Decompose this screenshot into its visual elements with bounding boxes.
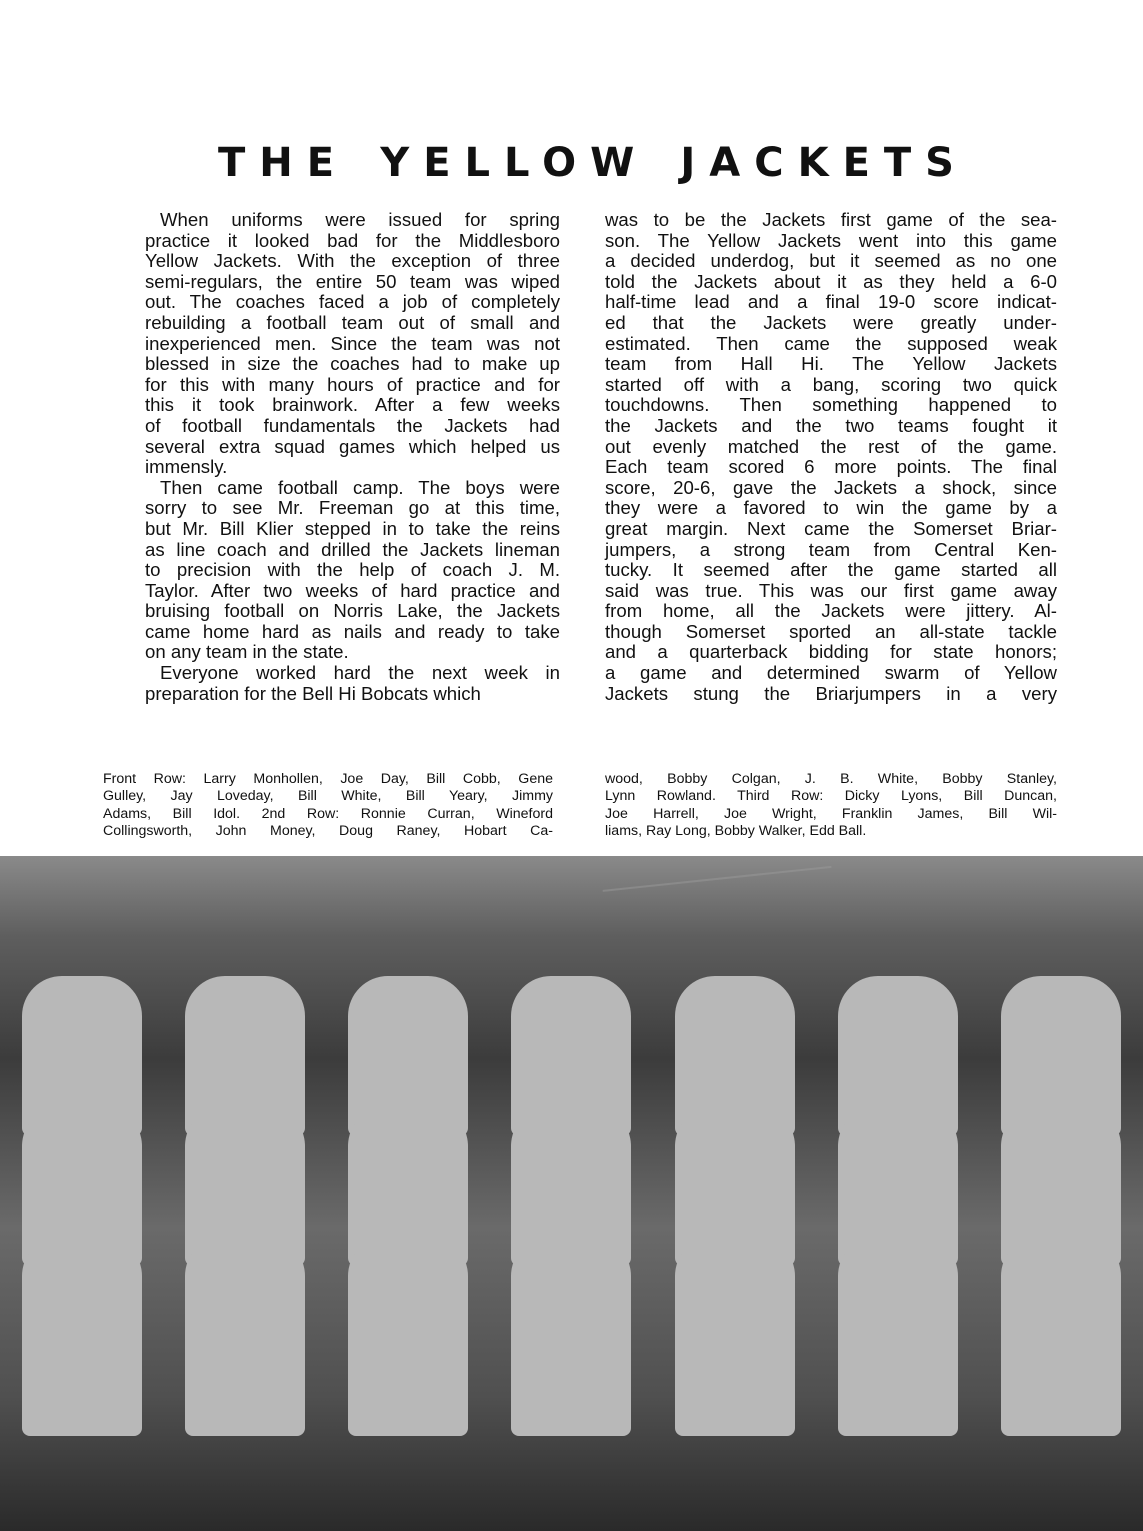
article-left-column bbox=[145, 210, 560, 704]
text-line: estimated. Then came the supposed weak bbox=[605, 332, 1057, 354]
text-line: the Jackets and the two teams fought it bbox=[605, 414, 1057, 436]
page-title bbox=[218, 140, 968, 186]
text-line: Each team scored 6 more points. The final bbox=[605, 456, 1057, 478]
text-line: immensly. bbox=[145, 456, 228, 478]
text-line: from home, all the Jackets were jittery. Al- bbox=[605, 600, 1057, 622]
text-line: great margin. Next came the Somerset Briar- bbox=[605, 517, 1057, 539]
text-line: Taylor. After two weeks of hard practice and bbox=[145, 579, 560, 601]
text-line: rebuilding a football team out of small and bbox=[145, 311, 560, 333]
text-line: out evenly matched the rest of the game. bbox=[605, 435, 1057, 457]
text-line: Joe Harrell, Joe Wright, Franklin James, Bill Wil- bbox=[605, 805, 1057, 822]
text-line: Jackets stung the Briarjumpers in a very bbox=[605, 682, 1057, 704]
photo-caption-right bbox=[605, 771, 1057, 841]
text-line: said was true. This was our first game away bbox=[605, 579, 1057, 601]
text-line: they were a favored to win the game by a bbox=[605, 497, 1057, 519]
text-line: sorry to see Mr. Freeman go at this time, bbox=[145, 497, 560, 519]
text-line: liams, Ray Long, Bobby Walker, Edd Ball. bbox=[605, 823, 867, 840]
text-line: wood, Bobby Colgan, J. B. White, Bobby Stanley, bbox=[605, 771, 1057, 787]
text-line: on any team in the state. bbox=[145, 641, 349, 663]
text-line: team from Hall Hi. The Yellow Jackets bbox=[605, 353, 1057, 375]
text-line: this it took brainwork. After a few weeks bbox=[145, 394, 560, 416]
text-line: and a quarterback bidding for state honors; bbox=[605, 641, 1057, 663]
text-line: son. The Yellow Jackets went into this game bbox=[605, 229, 1057, 251]
text-line: touchdowns. Then something happened to bbox=[605, 394, 1057, 416]
text-line: came home hard as nails and ready to take bbox=[145, 620, 560, 642]
text-line: tucky. It seemed after the game started all bbox=[605, 559, 1057, 581]
text-line: a game and determined swarm of Yellow bbox=[605, 662, 1057, 684]
text-line: to precision with the help of coach J. M. bbox=[145, 559, 560, 581]
text-line: for this with many hours of practice and for bbox=[145, 373, 560, 395]
text-line: bruising football on Norris Lake, the Jackets bbox=[145, 600, 560, 622]
text-line: Then came football camp. The boys were bbox=[160, 476, 560, 498]
text-line: blessed in size the coaches had to make up bbox=[145, 353, 560, 375]
title-word: YELLOW bbox=[380, 140, 649, 186]
text-line: jumpers, a strong team from Central Ken- bbox=[605, 538, 1057, 560]
text-line: ed that the Jackets were greatly under- bbox=[605, 311, 1057, 333]
text-line: score, 20-6, gave the Jackets a shock, since bbox=[605, 476, 1057, 498]
text-line: Adams, Bill Idol. 2nd Row: Ronnie Curran, Wineford bbox=[103, 805, 553, 822]
text-line: a decided underdog, but it seemed as no one bbox=[605, 250, 1057, 272]
text-line: was to be the Jackets first game of the sea- bbox=[605, 209, 1057, 230]
article-right-column bbox=[605, 210, 1057, 704]
text-line: preparation for the Bell Hi Bobcats which bbox=[145, 682, 481, 704]
text-line: but Mr. Bill Klier stepped in to take the reins bbox=[145, 517, 560, 539]
photo-caption-left bbox=[103, 771, 553, 841]
title-word: THE bbox=[218, 140, 349, 186]
team-photo bbox=[0, 856, 1143, 1531]
text-line: When uniforms were issued for spring bbox=[160, 209, 560, 230]
text-line: semi-regulars, the entire 50 team was wiped bbox=[145, 270, 560, 292]
text-line: Lynn Rowland. Third Row: Dicky Lyons, Bill Duncan, bbox=[605, 788, 1057, 805]
text-line: practice it looked bad for the Middlesboro bbox=[145, 229, 560, 251]
text-line: as line coach and drilled the Jackets lineman bbox=[145, 538, 560, 560]
text-line: of football fundamentals the Jackets had bbox=[145, 414, 560, 436]
text-line: Everyone worked hard the next week in bbox=[160, 662, 560, 684]
text-line: started off with a bang, scoring two quick bbox=[605, 373, 1057, 395]
text-line: Collingsworth, John Money, Doug Raney, Hobart Ca- bbox=[103, 823, 553, 840]
text-line: Gulley, Jay Loveday, Bill White, Bill Yeary, Jimmy bbox=[103, 788, 553, 805]
text-line: several extra squad games which helped us bbox=[145, 435, 560, 457]
text-line: inexperienced men. Since the team was not bbox=[145, 332, 560, 354]
text-line: half-time lead and a final 19-0 score indicat- bbox=[605, 291, 1057, 313]
text-line: told the Jackets about it as they held a 6-0 bbox=[605, 270, 1057, 292]
text-line: out. The coaches faced a job of completely bbox=[145, 291, 560, 313]
text-line: though Somerset sported an all-state tackle bbox=[605, 620, 1057, 642]
text-line: Front Row: Larry Monhollen, Joe Day, Bill Cobb, Gene bbox=[103, 771, 553, 787]
text-line: Yellow Jackets. With the exception of three bbox=[145, 250, 560, 272]
title-word: JACKETS bbox=[680, 140, 968, 186]
